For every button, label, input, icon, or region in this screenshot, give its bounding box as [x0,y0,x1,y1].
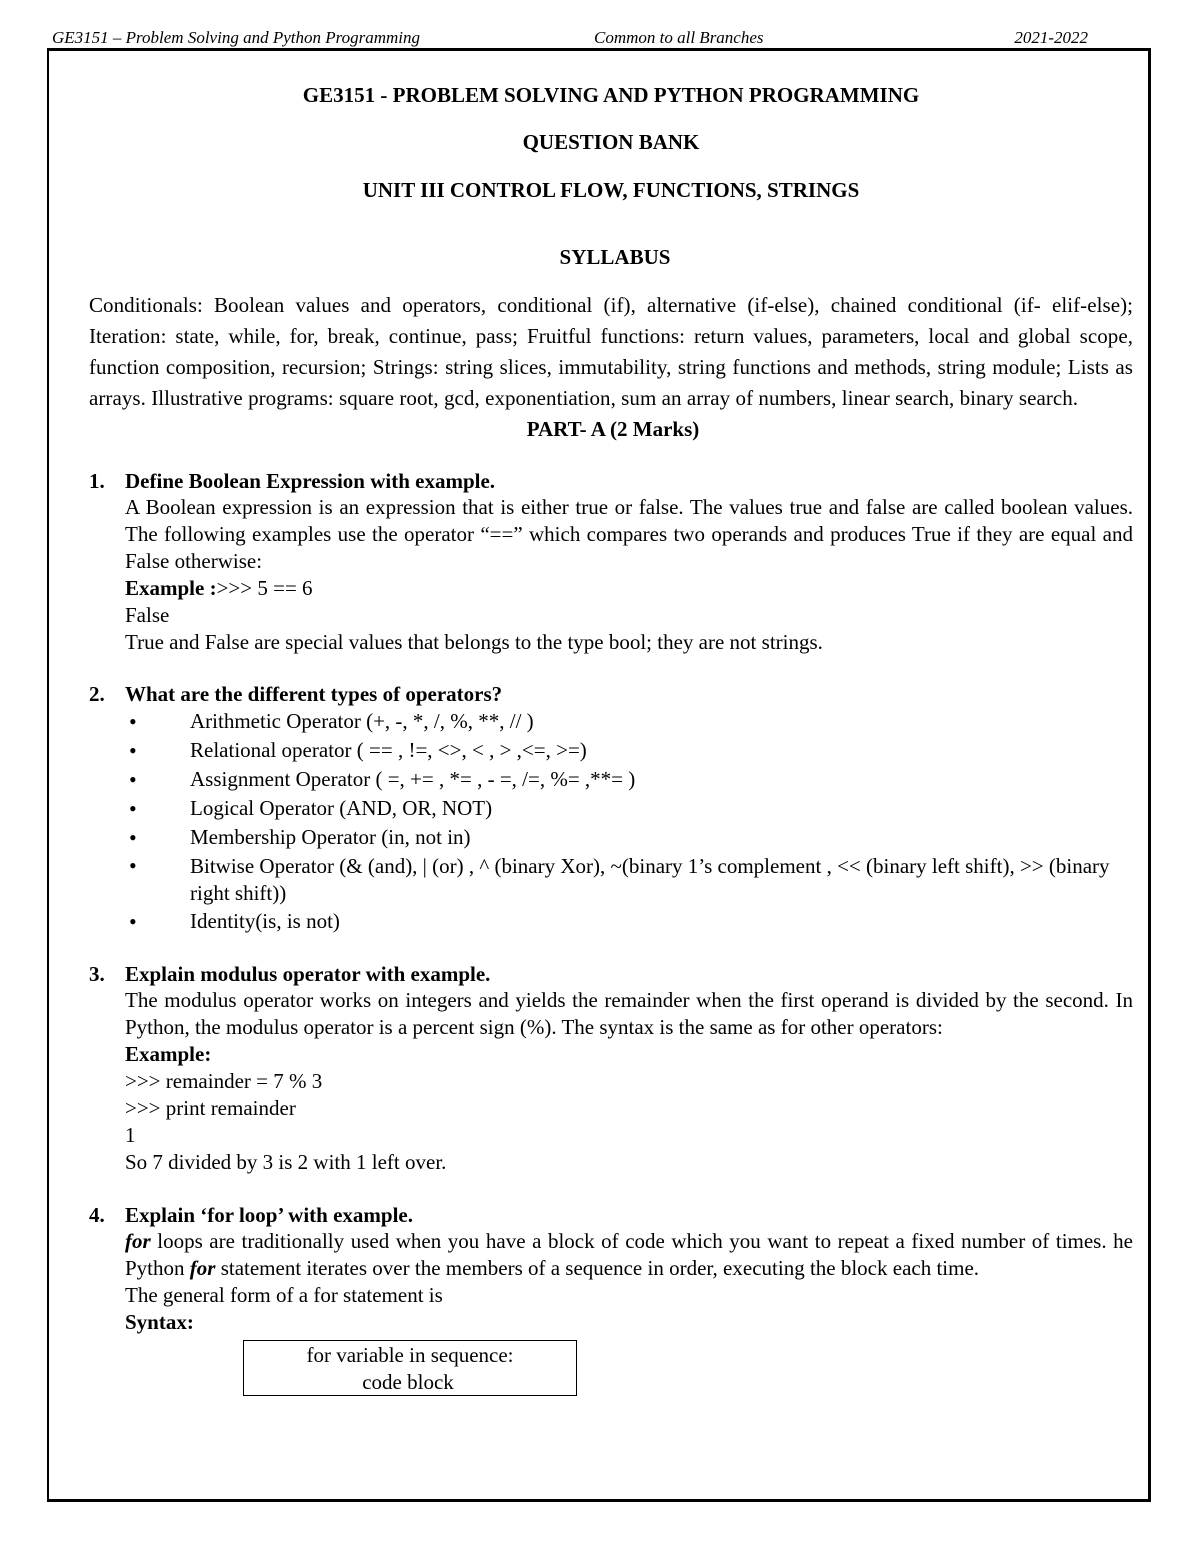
question-1 [89,468,1133,656]
example-label: Example : [125,576,217,600]
syntax-line: for variable in sequence: [306,1343,514,1367]
example-code: >>> 5 == 6 [216,576,313,600]
header-course: GE3151 – Problem Solving and Python Programming [52,28,420,47]
header-year: 2021-2022 [1014,28,1088,47]
part-a-heading: PART- A (2 Marks) [526,417,700,441]
example-label: Example: [125,1042,212,1066]
question-title: Explain ‘for loop’ with example. [125,1203,413,1227]
answer-note: So 7 divided by 3 is 2 with 1 left over. [125,1150,447,1174]
question-title: Define Boolean Expression with example. [125,469,496,493]
general-form-text: The general form of a for statement is [125,1283,443,1307]
code-line: >>> remainder = 7 % 3 [125,1069,323,1093]
example-line [125,575,1133,602]
keyword-for: for [125,1229,151,1253]
course-title: GE3151 - PROBLEM SOLVING AND PYTHON PROGRAMMING [302,83,920,107]
answer-body [125,1228,1133,1336]
question-title: What are the different types of operators? [125,682,503,706]
question-3 [89,961,1133,1176]
example-output: False [125,603,170,627]
answer-body [125,494,1133,656]
list-item: • Relational operator ( == , !=, <>, < , > ,<=, >=) [89,736,1133,765]
question-number: 3. [89,962,105,986]
question-number: 1. [89,469,105,493]
answer-paragraph: The modulus operator works on integers and yields the remainder when the first operand is divided by the second. In Python, the modulus operator is a percent sign (%). The syntax is the same as for other operators: [125,988,1133,1039]
unit-title: UNIT III CONTROL FLOW, FUNCTIONS, STRINGS [362,178,860,202]
code-line: >>> print remainder [125,1096,296,1120]
keyword-for: for [189,1256,216,1280]
page-header [52,26,1152,50]
list-item: • Membership Operator (in, not in) [89,823,1133,852]
list-item: • Bitwise Operator (& (and), | (or) , ^ (binary Xor), ~(binary 1’s complement , << (binary left shift), >> (binary right shift)) [89,852,1133,907]
question-title: Explain modulus operator with example. [125,962,491,986]
syntax-line: code block [362,1370,454,1394]
list-item: • Arithmetic Operator (+, -, *, /, %, **, // ) [89,707,1133,736]
question-number: 2. [89,682,105,706]
answer-text: statement iterates over the members of a sequence in order, executing the block each time. [215,1256,980,1280]
syllabus-text: Conditionals: Boolean values and operators, conditional (if), alternative (if-else), chained conditional (if- elif-else); Iteration: state, while, for, break, continue, pass; Fruitful functions: return values, parameters, local and global scope, function composition, recursion; Strings: string slices, immutability, string functions and methods, string module; Lists as arrays. Illustrative programs: square root, gcd, exponentiation, sum an array of numbers, linear search, binary search. [89,293,1133,410]
syllabus-heading: SYLLABUS [559,245,671,269]
answer-note: True and False are special values that belongs to the type bool; they are not strings. [125,630,823,654]
header-branches: Common to all Branches [594,28,764,47]
code-line: 1 [125,1123,136,1147]
question-bank-title: QUESTION BANK [522,130,700,154]
document-content [89,82,1133,1396]
list-item: • Logical Operator (AND, OR, NOT) [89,794,1133,823]
list-item: • Identity(is, is not) [89,907,1133,936]
question-4 [89,1202,1133,1396]
answer-body [125,987,1133,1176]
answer-text: loops are traditionally used when you have a block of code which you want to repeat a fixed number of times. he Python [125,1229,1133,1280]
syntax-box [243,1340,577,1396]
answer-paragraph [125,1228,1133,1282]
question-number: 4. [89,1203,105,1227]
syntax-label: Syntax: [125,1310,194,1334]
operator-list [89,707,1133,936]
list-item: • Assignment Operator ( =, += , *= , - =, /=, %= ,**= ) [89,765,1133,794]
question-2 [89,681,1133,936]
answer-paragraph: A Boolean expression is an expression that is either true or false. The values true and false are called boolean values. The following examples use the operator “==” which compares two operands and produces True if they are equal and False otherwise: [125,495,1133,573]
